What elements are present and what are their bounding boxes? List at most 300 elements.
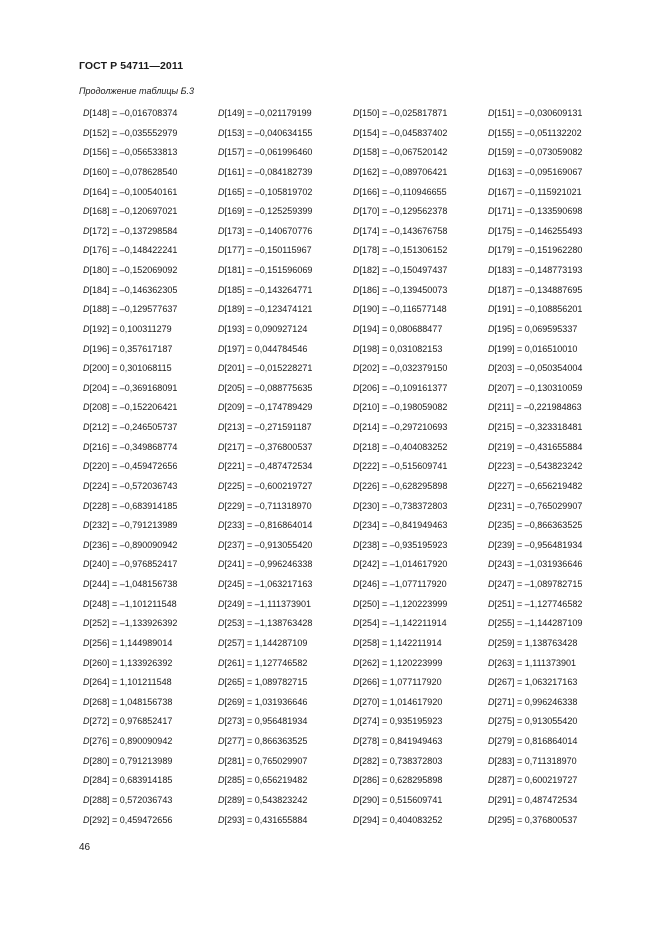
coefficient-entry	[218, 578, 353, 590]
coefficient-value: [251] = –1,127746582	[494, 598, 583, 609]
coefficient-entry	[488, 441, 623, 453]
coefficient-entry	[218, 303, 353, 315]
coefficient-entry	[488, 774, 623, 786]
coefficient-entry	[218, 735, 353, 747]
coefficient-value: [210] = –0,198059082	[359, 402, 448, 413]
table-row	[83, 755, 623, 775]
coefficient-entry	[488, 225, 623, 237]
coefficient-value: [264] = 1,101211548	[89, 677, 172, 688]
coefficient-entry	[218, 107, 353, 119]
table-row	[83, 146, 623, 166]
coefficient-entry	[488, 323, 623, 335]
coefficient-value: [160] = –0,078628540	[89, 166, 178, 177]
coefficient-symbol: D	[353, 402, 360, 413]
coefficient-symbol: D	[218, 696, 225, 707]
coefficient-entry	[353, 794, 488, 806]
table-row	[83, 794, 623, 814]
coefficient-symbol: D	[218, 206, 225, 217]
coefficient-value: [208] = –0,152206421	[89, 402, 178, 413]
coefficient-value: [179] = –0,151962280	[494, 245, 583, 256]
coefficient-entry	[488, 362, 623, 374]
coefficient-symbol: D	[353, 696, 360, 707]
coefficient-entry	[83, 480, 218, 492]
coefficient-symbol: D	[218, 598, 225, 609]
coefficient-symbol: D	[488, 127, 495, 138]
coefficient-symbol: D	[83, 284, 90, 295]
coefficient-entry	[218, 558, 353, 570]
coefficient-symbol: D	[218, 422, 225, 432]
coefficient-symbol: D	[353, 500, 360, 511]
coefficient-value: [202] = –0,032379150	[359, 363, 448, 374]
coefficient-value: [163] = –0,095169067	[494, 166, 583, 177]
coefficient-entry	[353, 676, 488, 688]
coefficient-value: [267] = 1,063217163	[494, 677, 578, 688]
coefficient-symbol: D	[218, 755, 225, 766]
coefficient-entry	[218, 382, 353, 394]
coefficient-entry	[488, 460, 623, 472]
coefficient-entry	[83, 225, 218, 237]
coefficient-symbol: D	[83, 147, 90, 158]
coefficient-symbol: D	[83, 657, 90, 668]
coefficient-value: [244] = –1,048156738	[89, 579, 178, 589]
coefficient-value: [194] = 0,080688477	[359, 323, 443, 334]
coefficient-value: [275] = 0,913055420	[494, 716, 578, 727]
coefficient-value: [287] = 0,600219727	[494, 775, 578, 786]
coefficient-entry	[83, 735, 218, 747]
coefficient-value: [215] = –0,323318481	[494, 422, 583, 432]
coefficient-entry	[83, 715, 218, 727]
coefficient-value: [291] = 0,487472534	[494, 794, 578, 805]
coefficient-value: [250] = –1,120223999	[359, 598, 448, 609]
coefficient-entry	[353, 421, 488, 433]
coefficient-symbol: D	[83, 539, 90, 550]
coefficient-symbol: D	[353, 814, 360, 825]
coefficient-symbol: D	[218, 637, 225, 648]
coefficient-symbol: D	[353, 579, 360, 589]
coefficient-entry	[353, 401, 488, 413]
coefficient-symbol: D	[83, 382, 90, 393]
coefficient-symbol: D	[353, 186, 360, 197]
coefficient-value: [212] = –0,246505737	[89, 422, 178, 432]
coefficient-entry	[353, 382, 488, 394]
coefficient-value: [268] = 1,048156738	[89, 696, 173, 707]
coefficient-value: [152] = –0,035552979	[89, 127, 178, 138]
coefficient-value: [286] = 0,628295898	[359, 775, 443, 786]
coefficient-symbol: D	[488, 166, 495, 177]
coefficient-entry	[488, 558, 623, 570]
page-number: 46	[79, 842, 91, 853]
coefficient-symbol: D	[488, 755, 495, 766]
coefficient-symbol: D	[353, 461, 360, 472]
coefficient-entry	[353, 617, 488, 629]
coefficient-entry	[488, 657, 623, 669]
coefficient-symbol: D	[83, 755, 90, 766]
coefficient-entry	[353, 460, 488, 472]
table-row	[83, 735, 623, 755]
coefficient-table	[83, 107, 623, 833]
coefficient-symbol: D	[488, 480, 495, 491]
coefficient-value: [252] = –1,133926392	[89, 618, 178, 629]
coefficient-value: [279] = 0,816864014	[494, 736, 578, 746]
coefficient-entry	[218, 539, 353, 551]
coefficient-value: [233] = –0,816864014	[224, 520, 313, 531]
coefficient-value: [241] = –0,996246338	[224, 559, 313, 570]
coefficient-entry	[353, 637, 488, 649]
coefficient-symbol: D	[218, 520, 225, 531]
table-row	[83, 578, 623, 598]
coefficient-entry	[488, 500, 623, 512]
coefficient-symbol: D	[353, 441, 360, 452]
coefficient-entry	[353, 186, 488, 198]
coefficient-symbol: D	[218, 225, 225, 236]
coefficient-symbol: D	[488, 736, 495, 746]
coefficient-value: [174] = –0,143676758	[359, 225, 448, 236]
coefficient-symbol: D	[218, 579, 225, 589]
coefficient-symbol: D	[488, 323, 495, 334]
coefficient-entry	[83, 323, 218, 335]
coefficient-value: [181] = –0,151596069	[224, 265, 313, 275]
table-row	[83, 323, 623, 343]
coefficient-entry	[353, 264, 488, 276]
coefficient-entry	[83, 127, 218, 139]
table-row	[83, 225, 623, 245]
coefficient-entry	[488, 794, 623, 806]
coefficient-value: [198] = 0,031082153	[359, 343, 443, 354]
coefficient-entry	[83, 382, 218, 394]
coefficient-entry	[83, 598, 218, 610]
coefficient-symbol: D	[488, 245, 495, 256]
coefficient-entry	[488, 480, 623, 492]
coefficient-entry	[218, 676, 353, 688]
coefficient-value: [164] = –0,100540161	[89, 186, 178, 197]
coefficient-symbol: D	[83, 579, 90, 589]
coefficient-entry	[488, 696, 623, 708]
coefficient-symbol: D	[488, 186, 495, 197]
coefficient-entry	[353, 343, 488, 355]
coefficient-value: [191] = –0,108856201	[494, 304, 583, 315]
coefficient-symbol: D	[488, 520, 495, 531]
coefficient-value: [187] = –0,134887695	[494, 284, 583, 295]
coefficient-value: [148] = –0,016708374	[89, 108, 178, 118]
table-row	[83, 500, 623, 520]
coefficient-value: [207] = –0,130310059	[494, 382, 583, 393]
coefficient-value: [225] = –0,600219727	[224, 480, 313, 491]
coefficient-symbol: D	[83, 206, 90, 217]
coefficient-symbol: D	[488, 775, 495, 786]
coefficient-entry	[83, 794, 218, 806]
table-row	[83, 362, 623, 382]
coefficient-value: [277] = 0,866363525	[224, 736, 308, 746]
coefficient-entry	[488, 303, 623, 315]
table-continuation-caption: Продолжение таблицы Б.3	[79, 86, 195, 96]
coefficient-entry	[83, 500, 218, 512]
table-row	[83, 814, 623, 834]
coefficient-value: [159] = –0,073059082	[494, 147, 583, 158]
coefficient-entry	[353, 244, 488, 256]
coefficient-value: [221] = –0,487472534	[224, 461, 313, 472]
coefficient-value: [176] = –0,148422241	[89, 245, 178, 256]
coefficient-entry	[218, 598, 353, 610]
coefficient-symbol: D	[218, 284, 225, 295]
coefficient-symbol: D	[83, 265, 90, 275]
coefficient-value: [149] = –0,021179199	[224, 108, 312, 118]
coefficient-entry	[353, 715, 488, 727]
coefficient-symbol: D	[488, 716, 495, 727]
table-row	[83, 382, 623, 402]
coefficient-symbol: D	[353, 265, 360, 275]
coefficient-symbol: D	[353, 382, 360, 393]
coefficient-symbol: D	[83, 814, 90, 825]
coefficient-symbol: D	[488, 814, 495, 825]
coefficient-entry	[353, 558, 488, 570]
coefficient-value: [276] = 0,890090942	[89, 736, 173, 746]
coefficient-entry	[218, 814, 353, 826]
coefficient-value: [154] = –0,045837402	[359, 127, 448, 138]
coefficient-value: [216] = –0,349868774	[89, 441, 178, 452]
coefficient-entry	[83, 637, 218, 649]
coefficient-symbol: D	[83, 598, 90, 609]
coefficient-entry	[353, 480, 488, 492]
coefficient-value: [178] = –0,151306152	[359, 245, 448, 256]
coefficient-value: [217] = –0,376800537	[224, 441, 313, 452]
table-row	[83, 637, 623, 657]
coefficient-symbol: D	[83, 186, 90, 197]
coefficient-symbol: D	[83, 127, 90, 138]
coefficient-symbol: D	[83, 441, 90, 452]
coefficient-value: [200] = 0,301068115	[89, 363, 172, 374]
coefficient-entry	[488, 617, 623, 629]
coefficient-value: [234] = –0,841949463	[359, 520, 448, 531]
coefficient-value: [261] = 1,127746582	[224, 657, 308, 668]
coefficient-value: [258] = 1,142211914	[359, 637, 442, 648]
coefficient-value: [253] = –1,138763428	[224, 618, 313, 629]
coefficient-value: [167] = –0,115921021	[494, 186, 582, 197]
coefficient-entry	[218, 186, 353, 198]
coefficient-symbol: D	[218, 147, 225, 158]
coefficient-entry	[218, 362, 353, 374]
coefficient-value: [254] = –1,142211914	[359, 618, 447, 629]
coefficient-entry	[218, 225, 353, 237]
coefficient-entry	[488, 382, 623, 394]
coefficient-symbol: D	[218, 343, 225, 354]
coefficient-value: [247] = –1,089782715	[494, 579, 583, 589]
coefficient-value: [188] = –0,129577637	[89, 304, 178, 315]
coefficient-value: [157] = –0,061996460	[224, 147, 313, 158]
coefficient-value: [190] = –0,116577148	[359, 304, 447, 315]
coefficient-symbol: D	[488, 382, 495, 393]
coefficient-entry	[83, 205, 218, 217]
coefficient-symbol: D	[218, 186, 225, 197]
coefficient-symbol: D	[218, 382, 225, 393]
coefficient-entry	[353, 774, 488, 786]
coefficient-value: [170] = –0,129562378	[359, 206, 448, 217]
coefficient-symbol: D	[488, 657, 495, 668]
coefficient-symbol: D	[353, 284, 360, 295]
coefficient-entry	[353, 696, 488, 708]
coefficient-symbol: D	[83, 402, 90, 413]
coefficient-value: [156] = –0,056533813	[89, 147, 178, 158]
coefficient-value: [151] = –0,030609131	[494, 108, 583, 118]
coefficient-value: [256] = 1,144989014	[89, 637, 173, 648]
coefficient-symbol: D	[353, 775, 360, 786]
coefficient-value: [186] = –0,139450073	[359, 284, 448, 295]
table-row	[83, 558, 623, 578]
coefficient-symbol: D	[353, 166, 360, 177]
coefficient-value: [292] = 0,459472656	[89, 814, 173, 825]
table-row	[83, 205, 623, 225]
coefficient-entry	[218, 401, 353, 413]
coefficient-entry	[218, 696, 353, 708]
coefficient-symbol: D	[488, 598, 495, 609]
coefficient-symbol: D	[218, 304, 225, 315]
coefficient-value: [227] = –0,656219482	[494, 480, 583, 491]
coefficient-symbol: D	[83, 794, 90, 805]
coefficient-value: [189] = –0,123474121	[224, 304, 313, 315]
coefficient-entry	[488, 186, 623, 198]
coefficient-value: [273] = 0,956481934	[224, 716, 308, 727]
coefficient-symbol: D	[218, 677, 225, 688]
coefficient-symbol: D	[353, 245, 360, 256]
coefficient-entry	[353, 303, 488, 315]
coefficient-symbol: D	[353, 736, 360, 746]
coefficient-entry	[83, 696, 218, 708]
coefficient-value: [173] = –0,140670776	[224, 225, 313, 236]
coefficient-entry	[83, 657, 218, 669]
coefficient-entry	[488, 539, 623, 551]
coefficient-value: [238] = –0,935195923	[359, 539, 448, 550]
coefficient-value: [282] = 0,738372803	[359, 755, 443, 766]
table-row	[83, 598, 623, 618]
coefficient-symbol: D	[353, 304, 360, 315]
coefficient-symbol: D	[488, 108, 495, 118]
coefficient-value: [196] = 0,357617187	[89, 343, 173, 354]
coefficient-entry	[488, 676, 623, 688]
coefficient-value: [246] = –1,077117920	[359, 579, 447, 589]
coefficient-value: [274] = 0,935195923	[359, 716, 443, 727]
coefficient-entry	[83, 578, 218, 590]
table-row	[83, 401, 623, 421]
coefficient-value: [183] = –0,148773193	[494, 265, 583, 275]
coefficient-value: [231] = –0,765029907	[494, 500, 583, 511]
coefficient-symbol: D	[218, 657, 225, 668]
coefficient-entry	[218, 657, 353, 669]
coefficient-entry	[353, 441, 488, 453]
coefficient-value: [223] = –0,543823242	[494, 461, 583, 472]
coefficient-entry	[218, 480, 353, 492]
coefficient-value: [290] = 0,515609741	[359, 794, 443, 805]
table-row	[83, 539, 623, 559]
coefficient-value: [283] = 0,711318970	[494, 755, 577, 766]
coefficient-entry	[218, 617, 353, 629]
coefficient-value: [288] = 0,572036743	[89, 794, 173, 805]
coefficient-value: [161] = –0,084182739	[224, 166, 313, 177]
coefficient-entry	[353, 519, 488, 531]
coefficient-value: [203] = –0,050354004	[494, 363, 583, 374]
coefficient-entry	[353, 755, 488, 767]
table-row	[83, 303, 623, 323]
coefficient-entry	[83, 401, 218, 413]
coefficient-symbol: D	[83, 304, 90, 315]
coefficient-value: [172] = –0,137298584	[89, 225, 178, 236]
coefficient-value: [195] = 0,069595337	[494, 323, 578, 334]
coefficient-symbol: D	[353, 637, 360, 648]
table-row	[83, 421, 623, 441]
coefficient-symbol: D	[83, 480, 90, 491]
coefficient-symbol: D	[353, 480, 360, 491]
coefficient-value: [232] = –0,791213989	[89, 520, 178, 531]
coefficient-entry	[83, 264, 218, 276]
table-row	[83, 284, 623, 304]
coefficient-entry	[488, 264, 623, 276]
coefficient-value: [230] = –0,738372803	[359, 500, 448, 511]
coefficient-symbol: D	[83, 166, 90, 177]
table-row	[83, 343, 623, 363]
coefficient-value: [205] = –0,088775635	[224, 382, 313, 393]
coefficient-value: [255] = –1,144287109	[494, 618, 583, 629]
coefficient-symbol: D	[488, 539, 495, 550]
coefficient-symbol: D	[83, 520, 90, 531]
coefficient-entry	[83, 362, 218, 374]
coefficient-symbol: D	[83, 323, 90, 334]
coefficient-value: [162] = –0,089706421	[359, 166, 448, 177]
coefficient-symbol: D	[218, 245, 225, 256]
coefficient-symbol: D	[218, 814, 225, 825]
coefficient-entry	[353, 657, 488, 669]
coefficient-entry	[218, 500, 353, 512]
coefficient-value: [153] = –0,040634155	[224, 127, 313, 138]
coefficient-symbol: D	[83, 225, 90, 236]
coefficient-value: [211] = –0,221984863	[494, 402, 582, 413]
coefficient-value: [206] = –0,109161377	[359, 382, 448, 393]
coefficient-value: [266] = 1,077117920	[359, 677, 442, 688]
coefficient-value: [248] = –1,101211548	[89, 598, 177, 609]
coefficient-entry	[488, 519, 623, 531]
coefficient-symbol: D	[83, 245, 90, 256]
coefficient-symbol: D	[218, 402, 225, 413]
coefficient-entry	[83, 186, 218, 198]
coefficient-entry	[353, 578, 488, 590]
coefficient-entry	[353, 127, 488, 139]
coefficient-entry	[218, 166, 353, 178]
coefficient-entry	[353, 814, 488, 826]
coefficient-entry	[83, 539, 218, 551]
coefficient-symbol: D	[488, 206, 495, 217]
table-row	[83, 186, 623, 206]
coefficient-value: [289] = 0,543823242	[224, 794, 308, 805]
coefficient-entry	[218, 205, 353, 217]
coefficient-symbol: D	[353, 677, 360, 688]
coefficient-entry	[353, 166, 488, 178]
coefficient-symbol: D	[218, 166, 225, 177]
coefficient-entry	[218, 264, 353, 276]
coefficient-symbol: D	[353, 363, 360, 374]
coefficient-entry	[83, 166, 218, 178]
coefficient-value: [213] = –0,271591187	[224, 422, 312, 432]
coefficient-symbol: D	[83, 696, 90, 707]
coefficient-symbol: D	[488, 422, 495, 432]
coefficient-value: [165] = –0,105819702	[224, 186, 313, 197]
coefficient-symbol: D	[488, 441, 495, 452]
coefficient-symbol: D	[488, 265, 495, 275]
coefficient-symbol: D	[218, 539, 225, 550]
coefficient-entry	[353, 539, 488, 551]
coefficient-value: [262] = 1,120223999	[359, 657, 443, 668]
coefficient-symbol: D	[218, 794, 225, 805]
coefficient-entry	[488, 421, 623, 433]
table-row	[83, 264, 623, 284]
coefficient-entry	[353, 205, 488, 217]
coefficient-value: [226] = –0,628295898	[359, 480, 448, 491]
